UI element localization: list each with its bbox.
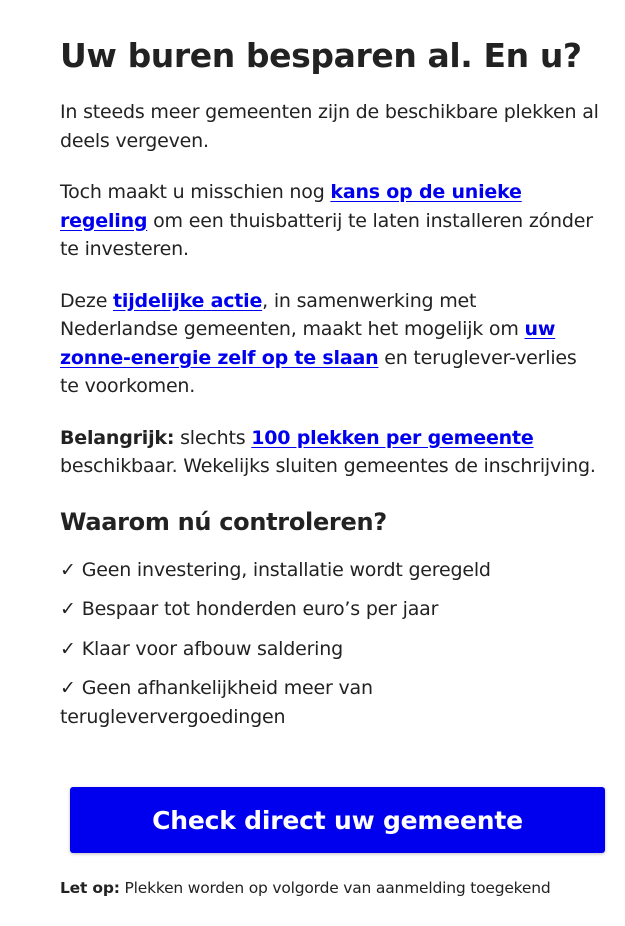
benefit-text: Geen investering, installatie wordt geregeld	[81, 558, 491, 581]
plekken-link[interactable]: 100 plekken per gemeente	[251, 426, 534, 449]
regeling-paragraph	[60, 178, 599, 264]
regeling-text-before: Toch maakt u misschien nog	[60, 181, 331, 203]
benefit-text: Klaar voor afbouw saldering	[81, 637, 343, 660]
actie-text-after: en teruglever-verlies te voorkomen.	[60, 346, 577, 397]
belangrijk-label: Belangrijk:	[60, 426, 175, 449]
tijdelijke-actie-link[interactable]: tijdelijke actie	[113, 289, 263, 312]
checkmark-icon: ✓	[60, 558, 76, 581]
belangrijk-paragraph	[60, 424, 599, 481]
benefit-text: Geen afhankelijkheid meer van terugleververgoedingen	[60, 677, 373, 728]
zonne-energie-link[interactable]: uw zonne-energie zelf op te slaan	[60, 318, 556, 369]
regeling-link[interactable]: kans op de unieke regeling	[60, 181, 522, 232]
footnote-label: Let op:	[60, 879, 120, 897]
list-item	[60, 556, 599, 585]
regeling-text-after: om een thuisbatterij te laten installeren zónder te investeren.	[60, 209, 593, 260]
actie-text-before: Deze	[60, 289, 114, 312]
footnote	[60, 876, 620, 900]
list-item	[60, 674, 599, 731]
section-heading: Waarom nú controleren?	[60, 507, 387, 536]
list-item	[60, 595, 599, 624]
footnote-text: Plekken worden op volgorde van aanmelding toegekend	[119, 879, 551, 897]
checkmark-icon: ✓	[60, 637, 76, 660]
actie-paragraph	[60, 287, 599, 401]
belangrijk-text-before: slechts	[174, 426, 252, 449]
benefits-list	[60, 556, 599, 732]
page-title: Uw buren besparen al. En u?	[60, 36, 582, 75]
checkmark-icon: ✓	[60, 677, 76, 699]
belangrijk-text-after: beschikbaar. Wekelijks sluiten gemeentes de inschrijving.	[60, 455, 596, 477]
checkmark-icon: ✓	[60, 598, 76, 620]
benefit-text: Bespaar tot honderden euro’s per jaar	[81, 598, 439, 620]
list-item	[60, 635, 599, 664]
intro-text: In steeds meer gemeenten zijn de beschikbare plekken al deels vergeven.	[60, 101, 599, 152]
actie-text-middle: , in samenwerking met Nederlandse gemeenten, maakt het mogelijk om	[60, 289, 525, 340]
check-gemeente-button[interactable]: Check direct uw gemeente	[70, 787, 605, 853]
